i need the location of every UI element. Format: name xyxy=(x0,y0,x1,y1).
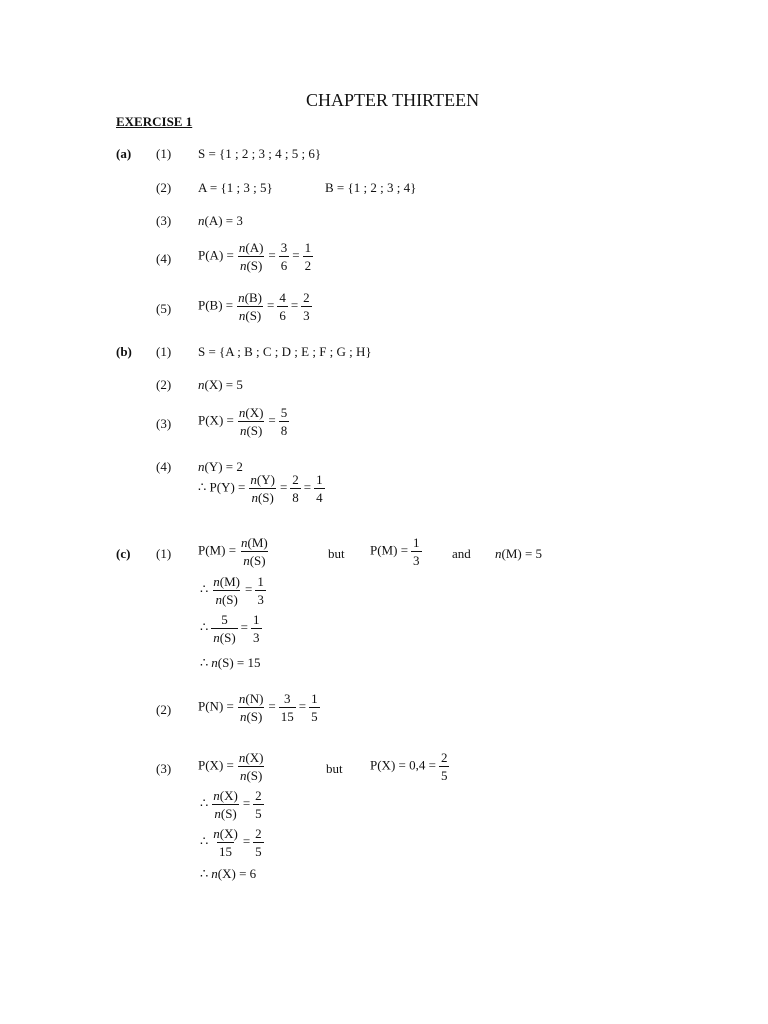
a4-number: (4) xyxy=(156,251,172,266)
c1-but: but xyxy=(328,546,345,561)
c3-given-probability: P(X) = 0,4 = $\frac{2}{5}$ xyxy=(370,750,448,783)
fraction: $\frac{n(A)}{n(S)}$ xyxy=(238,240,264,273)
c3-step-1: ∴ $\frac{n(X)}{n(S)}$ = $\frac{2}{5}$ xyxy=(200,788,262,821)
fraction: $\frac{1}{3}$ xyxy=(413,535,420,568)
c3-number: (3) xyxy=(156,761,172,776)
b4-equation: ∴ P(Y) = $\frac{n(Y)}{n(S)}$ = $\frac{2}{8}$ = $\frac{1}{4}$ xyxy=(198,472,323,505)
fraction: $\frac{1}{3}$ xyxy=(257,574,264,607)
b2-expression: n(X) = 5 xyxy=(198,377,243,392)
fraction: $\frac{3}{15}$ xyxy=(280,691,294,724)
c1-result: ∴ n(S) = 15 xyxy=(200,655,261,670)
a2-set-b: B = {1 ; 2 ; 3 ; 4} xyxy=(325,180,417,195)
a5-equation: P(B) = $\frac{n(B)}{n(S)}$ = $\frac{4}{6}$ = $\frac{2}{3}$ xyxy=(198,290,310,323)
b1-number: (1) xyxy=(156,344,172,359)
a4-equation: P(A) = $\frac{n(A)}{n(S)}$ = $\frac{3}{6}$ = $\frac{1}{2}$ xyxy=(198,240,312,273)
c1-number: (1) xyxy=(156,546,172,561)
fraction: $\frac{2}{5}$ xyxy=(255,788,262,821)
c3-but: but xyxy=(326,761,343,776)
b3-equation: P(X) = $\frac{n(X)}{n(S)}$ = $\frac{5}{8}$ xyxy=(198,405,288,438)
section-a-label: (a) xyxy=(116,146,132,161)
c1-given-count: n(M) = 5 xyxy=(495,546,543,561)
fraction: $\frac{n(M)}{n(S)}$ xyxy=(213,574,240,607)
c2-number: (2) xyxy=(156,702,172,717)
a3-expression: n(A) = 3 xyxy=(198,213,243,228)
section-c-label: (c) xyxy=(116,546,131,561)
a2-set-a: A = {1 ; 3 ; 5} xyxy=(198,180,273,195)
c3-result: ∴ n(X) = 6 xyxy=(200,866,257,881)
fraction: $\frac{2}{8}$ xyxy=(292,472,299,505)
fraction: $\frac{n(B)}{n(S)}$ xyxy=(238,290,262,323)
fraction: $\frac{n(Y)}{n(S)}$ xyxy=(250,472,275,505)
exercise-title: EXERCISE 1 xyxy=(116,114,193,129)
fraction: $\frac{5}{8}$ xyxy=(280,405,288,438)
fraction: $\frac{n(M)}{n(S)}$ xyxy=(241,535,268,568)
section-b-label: (b) xyxy=(116,344,132,359)
fraction: $\frac{n(N)}{n(S)}$ xyxy=(238,691,264,724)
fraction: $\frac{4}{6}$ xyxy=(279,290,286,323)
fraction: $\frac{2}{3}$ xyxy=(303,290,310,323)
c1-and: and xyxy=(452,546,471,561)
c2-equation: P(N) = $\frac{n(N)}{n(S)}$ = $\frac{3}{15}$ = $\frac{1}{5}$ xyxy=(198,691,318,724)
fraction: $\frac{1}{4}$ xyxy=(316,472,323,505)
a1-number: (1) xyxy=(156,146,172,161)
fraction: $\frac{5}{n(S)}$ xyxy=(213,612,236,645)
c1-given-probability: P(M) = $\frac{1}{3}$ xyxy=(370,535,420,568)
fraction: $\frac{1}{5}$ xyxy=(311,691,318,724)
c1-step-2: ∴ $\frac{5}{n(S)}$ = $\frac{1}{3}$ xyxy=(200,612,260,645)
b3-number: (3) xyxy=(156,416,172,431)
c1-step-1: ∴ $\frac{n(M)}{n(S)}$ = $\frac{1}{3}$ xyxy=(200,574,264,607)
chapter-title: CHAPTER THIRTEEN xyxy=(306,90,480,110)
c3-equation: P(X) = $\frac{n(X)}{n(S)}$ xyxy=(198,750,264,783)
fraction: $\frac{2}{5}$ xyxy=(255,826,262,859)
fraction: $\frac{1}{2}$ xyxy=(304,240,312,273)
fraction: $\frac{n(X)}{n(S)}$ xyxy=(238,750,264,783)
b4-number: (4) xyxy=(156,459,172,474)
fraction: $\frac{2}{5}$ xyxy=(440,750,448,783)
b4-expression: n(Y) = 2 xyxy=(198,459,243,474)
fraction: $\frac{n(X)}{n(S)}$ xyxy=(213,788,238,821)
fraction: $\frac{n(X)}{15}$ xyxy=(213,826,238,859)
c1-equation: P(M) = $\frac{n(M)}{n(S)}$ xyxy=(198,535,268,568)
c3-step-2: ∴ $\frac{n(X)}{15}$ = $\frac{2}{5}$ xyxy=(200,826,262,859)
a3-number: (3) xyxy=(156,213,172,228)
b1-expression: S = {A ; B ; C ; D ; E ; F ; G ; H} xyxy=(198,344,372,359)
a5-number: (5) xyxy=(156,301,172,316)
a1-expression: S = {1 ; 2 ; 3 ; 4 ; 5 ; 6} xyxy=(198,146,322,161)
fraction: $\frac{1}{3}$ xyxy=(253,612,260,645)
b2-number: (2) xyxy=(156,377,172,392)
a2-number: (2) xyxy=(156,180,172,195)
fraction: $\frac{n(X)}{n(S)}$ xyxy=(238,405,264,438)
fraction: $\frac{3}{6}$ xyxy=(280,240,288,273)
